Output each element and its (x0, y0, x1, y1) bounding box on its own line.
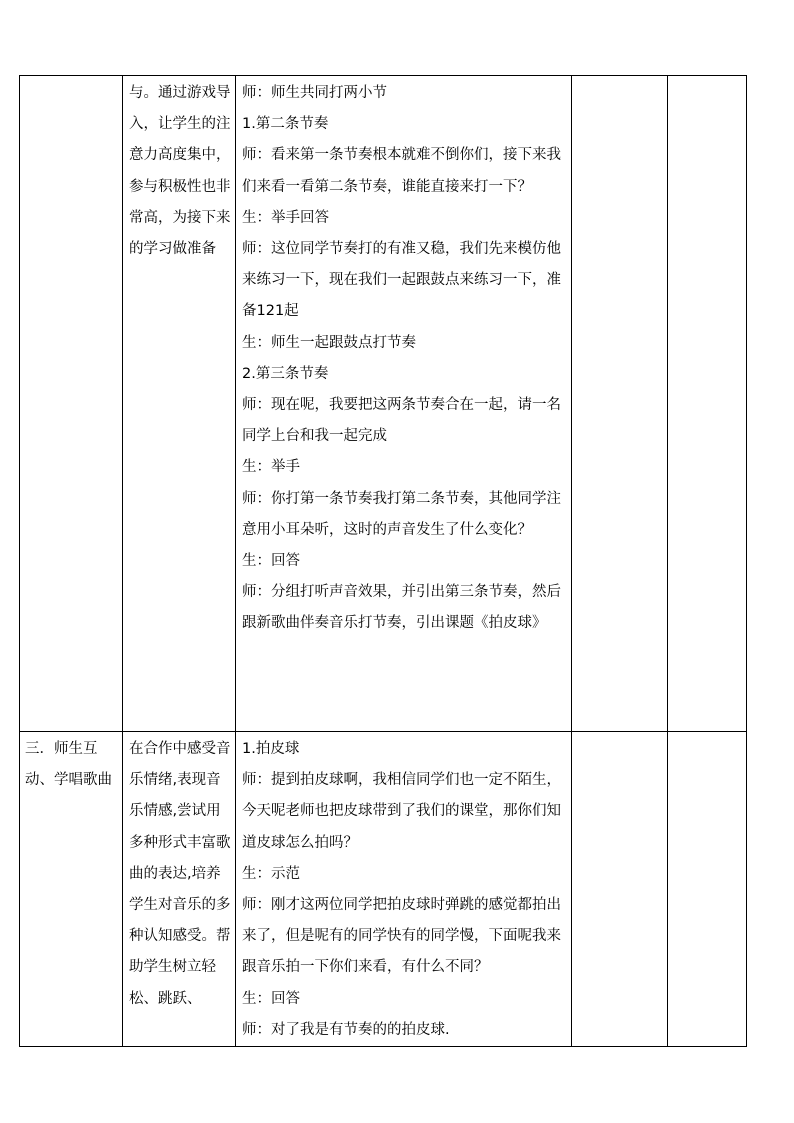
col4-text (572, 76, 667, 78)
process-line: 师：师生共同打两小节 (242, 85, 387, 101)
process-line: 生：回答 (242, 990, 300, 1007)
process-line: 生：回答 (242, 553, 300, 570)
stage-cell (20, 76, 123, 732)
empty-cell (572, 732, 668, 1047)
stage-text: 三．师生互动、学唱歌曲 (25, 741, 112, 789)
process-line: 师：提到拍皮球啊，我相信同学们也一定不陌生，今天呢老师也把皮球带到了我们的课堂，那你们知道皮球怎么拍吗？ (242, 772, 561, 851)
process-line: 生：举手 (242, 459, 300, 476)
empty-cell (668, 732, 747, 1047)
process-cell (236, 732, 572, 1047)
process-line: 生：示范 (242, 865, 300, 882)
purpose-text: 与。通过游戏导入，让学生的注意力高度集中，参与积极性也非常高，为接下来的学习做准备 (129, 85, 231, 258)
process-line: 师：刚才这两位同学把拍皮球时弹跳的感觉都拍出来了，但是呢有的同学快有的同学慢，下面呢我来跟音乐拍一下你们来看，有什么不同？ (242, 897, 561, 976)
process-line: 生：举手回答 (242, 209, 329, 226)
purpose-cell (123, 732, 236, 1047)
process-line: 师：看来第一条节奏根本就难不倒你们，接下来我们来看一看第二条节奏，谁能直接来打一下？ (242, 147, 561, 195)
stage-cell (20, 732, 123, 1047)
process-line: 师：现在呢，我要把这两条节奏合在一起，请一名同学上台和我一起完成 (242, 397, 561, 445)
table-row (20, 76, 747, 732)
process-line: 师：你打第一条节奏我打第二条节奏，其他同学注意用小耳朵听，这时的声音发生了什么变化？ (242, 490, 561, 538)
empty-cell (572, 76, 668, 732)
process-line: 生：师生一起跟鼓点打节奏 (242, 334, 416, 351)
col4-text (572, 732, 667, 734)
purpose-text: 在合作中感受音乐情绪,表现音乐情感,尝试用多种形式丰富歌曲的表达,培养学生对音乐的多种认知感受。帮助学生树立轻松、跳跃、 (129, 741, 231, 1007)
process-line: 师：分组打听声音效果，并引出第三条节奏，然后跟新歌曲伴奏音乐打节奏，引出课题《拍皮球》 (242, 584, 561, 632)
empty-cell (668, 76, 747, 732)
process-line: 师：对了我是有节奏的的拍皮球. (242, 1021, 450, 1038)
table-row (20, 732, 747, 1047)
purpose-cell (123, 76, 236, 732)
process-line: 1.拍皮球 (242, 741, 300, 757)
process-line: 师：这位同学节奏打的有准又稳，我们先来模仿他来练习一下，现在我们一起跟鼓点来练习一下，准备121起 (242, 241, 561, 320)
col5-text (668, 732, 746, 734)
lesson-plan-table (19, 75, 747, 1047)
process-line: 2.第三条节奏 (242, 365, 329, 382)
process-cell (236, 76, 572, 732)
process-line: 1.第二条节奏 (242, 116, 329, 133)
col5-text (668, 76, 746, 78)
